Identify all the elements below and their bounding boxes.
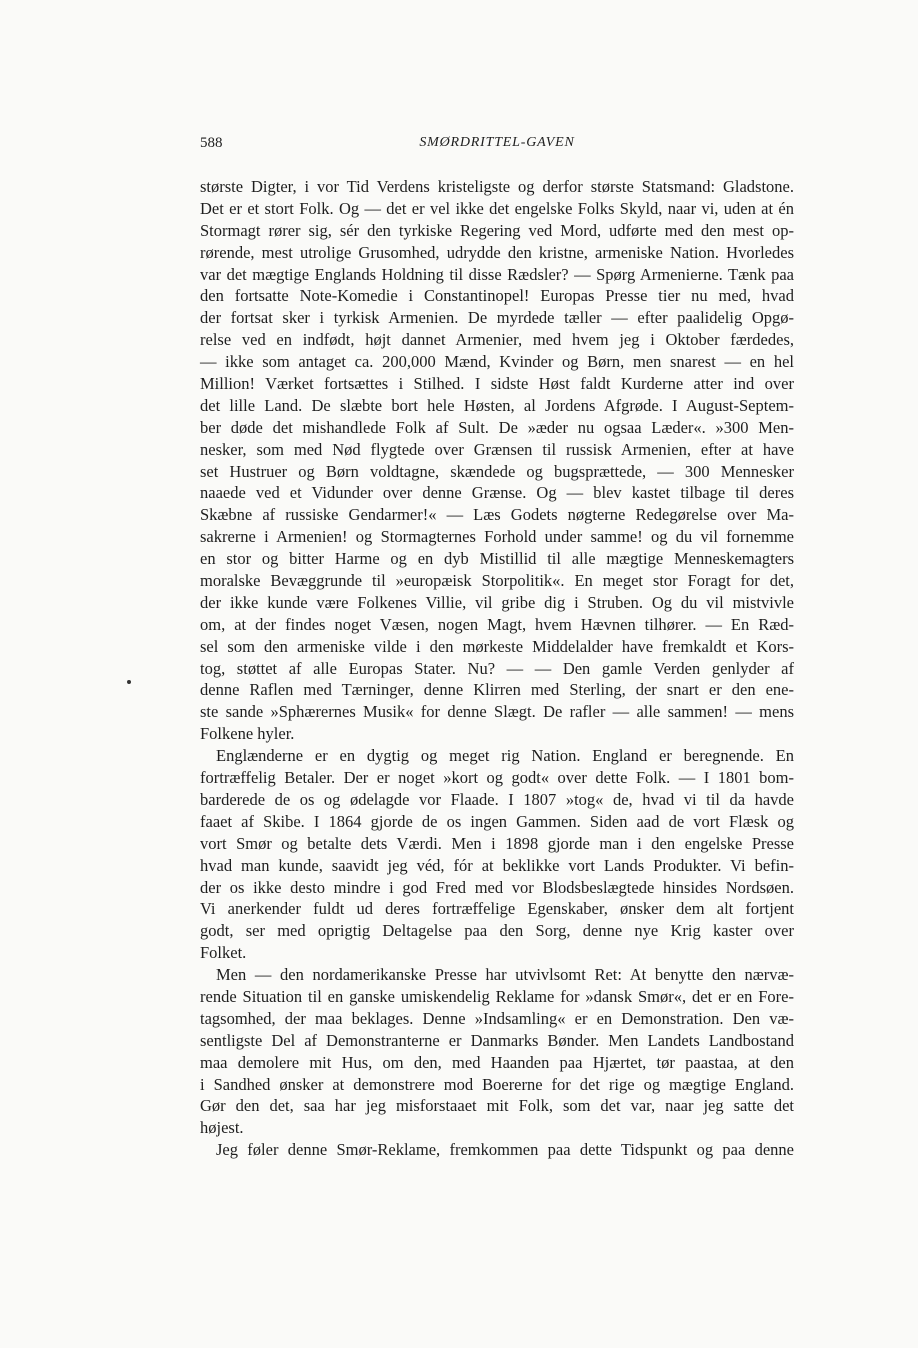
text-line: Det er et stort Folk. Og — det er vel ikke det engelske Folks Skyld, naar vi, uden at én [200,198,794,218]
margin-mark [127,680,131,684]
text-line: det lille Land. De slæbte bort hele Høsten, al Jordens Afgrøde. I August-Septem- [200,395,794,415]
text-line: sel som den armeniske vilde i den mørkeste Middelalder have fremkaldt et Kors- [200,636,794,656]
text-line: fortræffelig Betaler. Der er noget »kort og godt« over dette Folk. — I 1801 bom- [200,768,794,788]
text-line: barderede de os og ødelagde vor Flaade. I 1807 »tog« de, hvad vi til da havde [200,789,794,809]
text-line: i Sandhed ønsker at demonstrere mod Boererne for det rige og mægtige England. [200,1074,794,1094]
text-line: den fortsatte Note-Komedie i Constantinopel! Europas Presse tier nu med, hvad [200,286,794,306]
text-line: ste sande »Sphærernes Musik« for denne Slægt. De rafler — alle sammen! — mens [200,702,794,722]
text-line: tog, støttet af alle Europas Stater. Nu? — — Den gamle Verden genlyder af [200,658,794,678]
text-line: Million! Værket fortsættes i Stilhed. I sidste Høst faldt Kurderne atter ind over [200,374,794,394]
text-line: vort Smør og betalte dets Værdi. Men i 1898 gjorde man i den engelske Presse [200,833,794,853]
text-line: Gør den det, saa har jeg misforstaaet mit Folk, som det var, naar jeg satte det [200,1096,794,1116]
text-line: moralske Bevæggrunde til »europæisk Storpolitik«. En meget stor Foragt for det, [200,571,794,591]
text-line: Jeg føler denne Smør-Reklame, fremkommen paa dette Tidspunkt og paa denne [216,1140,794,1160]
text-line: en stor og bitter Harme og en dyb Mistillid til alle mægtige Menneskemagters [200,549,794,569]
text-line: sentligste Del af Demonstranterne er Danmarks Bønder. Men Landets Landbostand [200,1030,794,1050]
text-line: Englænderne er en dygtig og meget rig Nation. England er beregnende. En [216,746,794,766]
text-line: set Hustruer og Børn voldtagne, skændede og bugsprættede, — 300 Mennesker [200,461,794,481]
text-line: der fortsat sker i tyrkisk Armenien. De myrdede tæller — efter paalidelig Opgø- [200,308,794,328]
page-header [200,135,794,157]
text-line: højest. [200,1118,244,1138]
text-line: hvad man kunde, saavidt jeg véd, fór at beklikke vort Lands Produkter. Vi befin- [200,855,794,875]
text-line: — ikke som antaget ca. 200,000 Mænd, Kvinder og Børn, men snarest — en hel [200,352,794,372]
page-number: 588 [200,135,223,151]
text-line: sakrerne i Armenien! og Stormagternes Forhold under samme! og du vil fornemme [200,527,794,547]
text-line: rørende, mest utrolige Grusomhed, udrydde den kristne, armeniske Nation. Hvorledes [200,242,794,262]
text-line: rende Situation til en ganske umiskendelig Reklame for »dansk Smør«, det er en Fore- [200,986,794,1006]
text-line: der ikke kunde være Folkenes Villie, vil gribe dig i Struben. Og du vil mistvivle [200,592,794,612]
text-line: nesker, som med Nød flygtede over Grænsen til russisk Armenien, efter at have [200,439,794,459]
text-line: maa demolere mit Hus, om den, med Haanden paa Hjærtet, tør paastaa, at den [200,1052,794,1072]
text-line: tagsomhed, der maa beklages. Denne »Indsamling« er en Demonstration. Den væ- [200,1008,794,1028]
text-line: om, at der findes noget Væsen, nogen Magt, hvem Hævnen tilhører. — En Ræd- [200,614,794,634]
text-line: godt, ser med oprigtig Deltagelse paa den Sorg, denne nye Krig kaster over [200,921,794,941]
text-line: Vi anerkender fuldt ud deres fortræffelige Egenskaber, ønsker dem alt fortjent [200,899,794,919]
text-line: der os ikke desto mindre i god Fred med vor Blodsbeslægtede hinsides Nordsøen. [200,877,794,897]
text-line: Folkene hyler. [200,724,295,744]
text-line: Men — den nordamerikanske Presse har utvivlsomt Ret: At benytte den nærvæ- [216,965,794,985]
text-line: Folket. [200,943,247,963]
running-title: SMØRDRITTEL-GAVEN [419,135,575,150]
text-line: naaede ved et Vidunder over denne Grænse. Og — blev kastet tilbage til deres [200,483,794,503]
text-line: var det mægtige Englands Holdning til disse Rædsler? — Spørg Armenierne. Tænk paa [200,264,794,284]
text-line: Stormagt rører sig, sér den tyrkiske Regering ved Mord, udførte med den mest op- [200,220,794,240]
text-line: Skæbne af russiske Gendarmer!« — Læs Godets nøgterne Redegørelse over Ma- [200,505,794,525]
text-line: faaet af Skibe. I 1864 gjorde de os ingen Gammen. Siden aad de vort Flæsk og [200,811,794,831]
text-line: ber døde det mishandlede Folk af Sult. De »æder nu ogsaa Læder«. »300 Men- [200,417,794,437]
text-line: denne Raflen med Tærninger, denne Klirren med Sterling, der snart er den ene- [200,680,794,700]
body-text [200,176,794,1161]
text-line: største Digter, i vor Tid Verdens kristeligste og derfor største Statsmand: Gladstone. [200,177,794,196]
text-line: relse ved en indfødt, højt dannet Armenier, med hvem jeg i Oktober færdedes, [200,330,794,350]
